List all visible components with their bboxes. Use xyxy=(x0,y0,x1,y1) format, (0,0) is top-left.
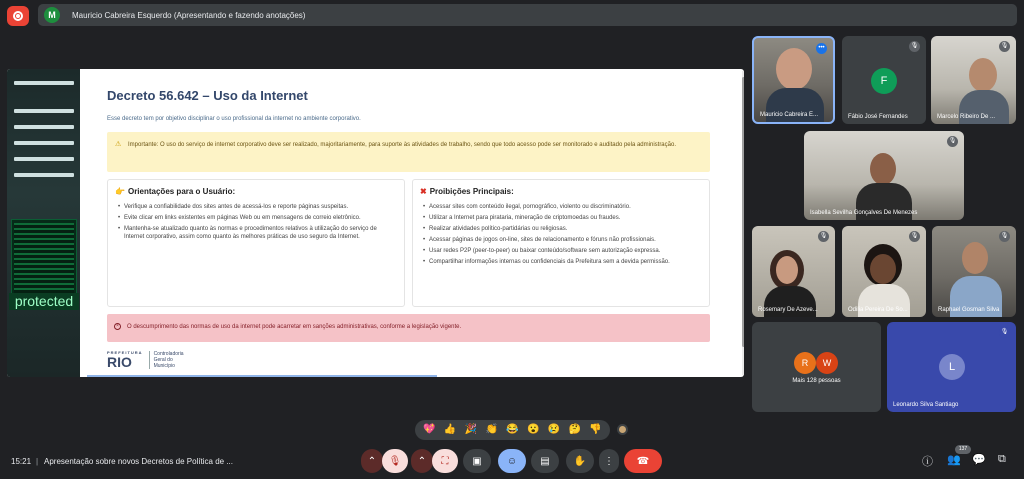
surprise-reaction[interactable]: 😮 xyxy=(526,424,540,435)
camera-off-icon: ⛶ xyxy=(441,455,449,467)
people-count-badge: 137 xyxy=(955,445,971,454)
participant-tile[interactable] xyxy=(752,226,835,317)
warning-icon: ⚠ xyxy=(115,141,122,148)
leave-call-button[interactable] xyxy=(624,449,662,473)
more-options-button[interactable] xyxy=(599,449,619,473)
separator: | xyxy=(36,457,39,466)
warning-text: Importante: O uso do serviço de internet corporativo deve ser realizado, majoritariamente, para suporte às atividades de trabalho, sendo que todo acesso pode ser monitorado e auditado pela administração. xyxy=(128,142,676,148)
hang-up-icon: ☎ xyxy=(636,455,650,467)
raise-hand-button[interactable] xyxy=(566,449,594,473)
participant-name: Fábio José Fernandes xyxy=(848,114,908,120)
more-vert-icon: ⋮ xyxy=(604,455,614,467)
activities-icon[interactable]: ⧉ xyxy=(998,453,1006,465)
alert-icon: × xyxy=(114,323,121,330)
participant-avatar: F xyxy=(871,68,897,94)
cross-icon: ✖ xyxy=(420,187,427,196)
participant-name: Raphael Gosman Silva xyxy=(938,307,1000,313)
clock: 15:21 xyxy=(11,457,32,466)
participant-tile[interactable] xyxy=(752,36,835,124)
participant-tile[interactable] xyxy=(931,36,1016,124)
hand-icon: ✋ xyxy=(573,455,587,467)
heart-reaction[interactable]: 💖 xyxy=(423,424,436,435)
camera-toggle-button[interactable] xyxy=(432,449,458,473)
participant-avatar: R xyxy=(794,352,816,374)
thinking-reaction[interactable]: 🤔 xyxy=(568,424,581,435)
slide-progress-strip xyxy=(87,375,437,377)
participant-tile[interactable] xyxy=(842,226,926,317)
participant-avatar: L xyxy=(939,354,965,380)
captions-icon: ▤ xyxy=(540,455,550,467)
prohibitions-card xyxy=(412,179,710,307)
participant-name: Rosemary De Azeve... xyxy=(758,307,818,313)
mic-muted-icon: 🎙 xyxy=(947,136,958,147)
shared-slide xyxy=(7,69,744,377)
mic-muted-icon: 🎙 xyxy=(999,231,1010,242)
skin-tone-icon[interactable] xyxy=(617,424,628,435)
alert-box xyxy=(107,314,710,342)
speaking-icon: ••• xyxy=(816,43,827,54)
list-item: • Compartilhar informações internas ou confidenciais da Prefeitura sem a devida permissão. xyxy=(423,258,701,266)
guidelines-list xyxy=(118,203,396,244)
participant-avatar: W xyxy=(816,352,838,374)
reaction-bar xyxy=(415,420,610,440)
slide-subtitle: Esse decreto tem por objetivo disciplinar o uso profissional da internet no ambiente corporativo. xyxy=(107,116,361,122)
list-item: • Mantenha-se atualizado quanto às normas e procedimentos relativos à utilização do serviço de Internet corporativo, assim como quanto às melhores práticas de uso seguro da Internet. xyxy=(118,225,396,241)
presenter-avatar: M xyxy=(44,7,60,23)
protected-word: protected xyxy=(9,293,79,310)
chat-icon[interactable]: 💬 xyxy=(972,454,986,466)
present-screen-icon: ▣ xyxy=(472,455,482,467)
mic-off-icon: 🎙 xyxy=(388,455,402,467)
bottom-bar xyxy=(0,445,1024,479)
reactions-button[interactable] xyxy=(498,449,526,473)
info-icon[interactable]: ⓘ xyxy=(922,456,933,468)
prohibitions-list xyxy=(423,203,701,269)
prohibitions-title: ✖ Proibições Principais: xyxy=(420,187,514,196)
mic-options-button[interactable] xyxy=(361,449,383,473)
participant-tile[interactable] xyxy=(842,36,926,124)
sad-reaction[interactable]: 😢 xyxy=(547,424,561,435)
guidelines-card xyxy=(107,179,405,307)
participant-tile[interactable] xyxy=(804,131,964,220)
meeting-title: Apresentação sobre novos Decretos de Política de ... xyxy=(44,457,233,466)
list-item: • Utilizar a Internet para pirataria, mineração de criptomoedas ou fraudes. xyxy=(423,214,701,222)
camera-options-button[interactable] xyxy=(411,449,433,473)
participant-name: Mauricio Cabreira E... xyxy=(760,112,819,118)
clap-reaction[interactable]: 👏 xyxy=(485,424,498,435)
list-item: • Verifique a confiabilidade dos sites antes de acessá-los e reporte páginas suspeitas. xyxy=(118,203,396,211)
list-item: • Usar redes P2P (peer-to-peer) ou baixar conteúdo/software sem autorização expressa. xyxy=(423,247,701,255)
more-people-tile[interactable] xyxy=(752,322,881,412)
chevron-up-icon: ⌃ xyxy=(367,455,377,467)
mic-muted-icon: 🎙 xyxy=(999,327,1010,338)
mic-muted-icon: 🎙 xyxy=(999,41,1010,52)
people-icon[interactable]: 👥 xyxy=(947,454,961,466)
mic-muted-icon: 🎙 xyxy=(818,231,829,242)
participant-name: Odilia Pereira De So... xyxy=(848,307,908,313)
slide-decorative-image xyxy=(7,69,80,377)
presenter-banner xyxy=(38,4,1017,26)
thumbs-up-reaction[interactable]: 👍 xyxy=(443,424,457,435)
captions-button[interactable] xyxy=(531,449,559,473)
participant-name: Isabella Sevilha Gonçalves De Menezes xyxy=(810,210,918,216)
mic-toggle-button[interactable] xyxy=(382,449,408,473)
slide-title: Decreto 56.642 – Uso da Internet xyxy=(107,88,308,103)
guidelines-title: 👉 Orientações para o Usuário: xyxy=(115,187,236,196)
emoji-icon: ☺ xyxy=(506,455,518,467)
participant-tile[interactable] xyxy=(932,226,1016,317)
pointing-hand-icon: 👉 xyxy=(115,187,125,196)
prefeitura-rio-logo: PREFEITURA RIO Controladoria Geral do Município xyxy=(107,350,193,369)
mic-muted-icon: 🎙 xyxy=(909,231,920,242)
participant-name: Marcelo Ribeiro De ... xyxy=(937,114,996,120)
laugh-reaction[interactable]: 😂 xyxy=(506,424,519,435)
chevron-up-icon: ⌃ xyxy=(417,455,427,467)
party-reaction[interactable]: 🎉 xyxy=(464,424,478,435)
list-item: • Acessar páginas de jogos on-line, sites de relacionamento e fóruns não profissionais. xyxy=(423,236,701,244)
more-people-label: Mais 128 pessoas xyxy=(792,378,841,384)
list-item: • Evite clicar em links existentes em páginas Web ou em mensagens de correio eletrônico. xyxy=(118,214,396,222)
presenter-status: Mauricio Cabreira Esquerdo (Apresentando e fazendo anotações) xyxy=(72,10,306,20)
list-item: • Realizar atividades político-partidárias ou religiosas. xyxy=(423,225,701,233)
present-button[interactable] xyxy=(463,449,491,473)
alert-text: O descumprimento das normas de uso da internet pode acarretar em sanções administrativas, conforme a legislação vigente. xyxy=(127,324,462,330)
slide-scrollbar-thumb[interactable] xyxy=(742,77,744,347)
recording-indicator-icon[interactable] xyxy=(7,6,29,26)
top-bar xyxy=(0,0,1024,32)
thumbs-down-reaction[interactable]: 👎 xyxy=(589,424,602,435)
list-item: • Acessar sites com conteúdo ilegal, pornográfico, violento ou discriminatório. xyxy=(423,203,701,211)
participant-name: Leonardo Silva Santiago xyxy=(893,402,959,408)
mic-muted-icon: 🎙 xyxy=(909,41,920,52)
participant-tile[interactable] xyxy=(887,322,1016,412)
warning-box xyxy=(107,132,710,172)
